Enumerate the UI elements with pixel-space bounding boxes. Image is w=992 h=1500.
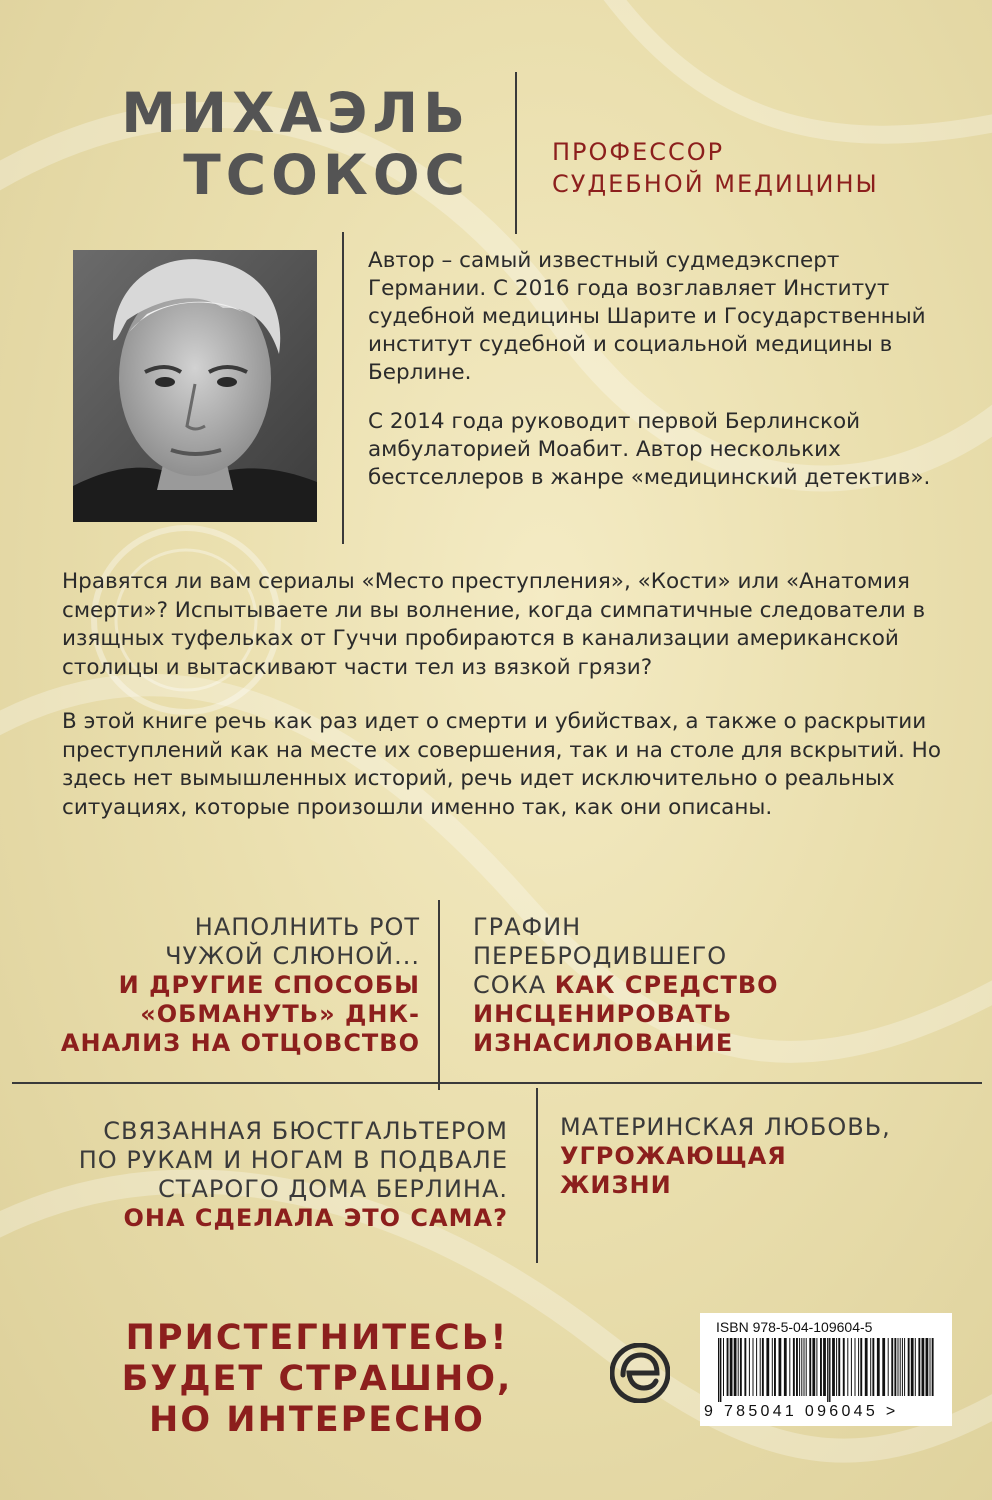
author-title [552, 136, 879, 200]
barcode-bar [820, 1338, 822, 1396]
barcode-bar [774, 1338, 776, 1396]
header-divider [515, 72, 517, 234]
barcode-bar [730, 1338, 733, 1396]
barcode-bar [756, 1338, 757, 1396]
barcode-bar [804, 1338, 805, 1396]
barcode-bar [734, 1338, 737, 1396]
barcode-bar [832, 1338, 835, 1396]
slogan-line2: БУДЕТ СТРАШНО, [121, 1359, 513, 1399]
teaser4-line2: УГРОЖАЮЩАЯ [560, 1142, 787, 1170]
slogan [100, 1318, 534, 1441]
barcode-bar [902, 1338, 903, 1396]
barcode-bar [898, 1338, 899, 1396]
teaser-divider-horizontal [12, 1082, 982, 1084]
description-paragraph-1: Нравятся ли вам сериалы «Место преступления», «Кости» или «Анатомия смерти»? Испытываете ли вы волнение, когда симпатичные следователи в изящных туфельках от Гуччи пробираются в канализации американской столицы и вытаскивают части тел из вязкой грязи? [62, 569, 926, 680]
author-name [70, 82, 470, 206]
teaser-dna-test [40, 913, 420, 1058]
barcode-bar [930, 1338, 931, 1396]
teaser3-line4: ОНА СДЕЛАЛА ЭТО САМА? [123, 1204, 508, 1232]
teaser3-line2: ПО РУКАМ И НОГАМ В ПОДВАЛЕ [78, 1146, 508, 1174]
teaser1-line4: «ОБМАНУТЬ» ДНК- [140, 1000, 420, 1028]
book-description [62, 568, 942, 848]
slogan-line1: ПРИСТЕГНИТЕСЬ! [125, 1318, 509, 1358]
teaser1-line2: ЧУЖОЙ СЛЮНОЙ... [165, 942, 420, 970]
barcode-bar [865, 1338, 868, 1396]
barcode-digits: 9 785041 096045 > [704, 1403, 899, 1420]
barcode-bar [918, 1338, 920, 1396]
barcode-bar [727, 1338, 729, 1396]
bio-divider [342, 232, 344, 544]
teaser1-line5: АНАЛИЗ НА ОТЦОВСТВО [60, 1029, 420, 1057]
barcode-bar [806, 1338, 807, 1396]
barcode-guard-bar [829, 1338, 830, 1402]
barcode-bar [908, 1338, 910, 1396]
barcode-bar [812, 1338, 815, 1396]
barcode-bar [744, 1338, 746, 1396]
description-paragraph-2: В этой книге речь как раз идет о смерти и убийствах, а также о раскрытии преступлений как на месте их совершения, так и на столе для вскрытий. Но здесь нет вымышленных историй, речь идет исключительно о реальных ситуациях, которые произошли именно так, как они описаны. [62, 709, 941, 820]
barcode-bar [838, 1338, 840, 1396]
barcode-bar [932, 1338, 934, 1396]
author-name-line1: МИХАЭЛЬ [121, 81, 470, 145]
barcode-bar [762, 1338, 764, 1396]
barcode-bar [836, 1338, 837, 1396]
barcode-bar [801, 1338, 802, 1396]
barcode-bar [858, 1338, 859, 1396]
teaser3-line1: СВЯЗАННАЯ БЮСТГАЛЬТЕРОМ [103, 1117, 508, 1145]
barcode-bar [738, 1338, 739, 1396]
barcode-bar [877, 1338, 880, 1396]
author-title-line1: ПРОФЕССОР [552, 138, 725, 166]
barcode-bar [872, 1338, 874, 1396]
teaser-divider-lower [536, 1088, 538, 1263]
barcode-bar [809, 1338, 811, 1396]
barcode-bar [882, 1338, 885, 1396]
barcode-bar [793, 1338, 795, 1396]
teaser2-line5: ИЗНАСИЛОВАНИЕ [473, 1029, 734, 1057]
barcode-bar [926, 1338, 929, 1396]
author-name-line2: ТСОКОС [183, 143, 470, 207]
barcode-bars [716, 1338, 940, 1402]
barcode-bar [796, 1338, 798, 1396]
teaser4-line1: МАТЕРИНСКАЯ ЛЮБОВЬ, [560, 1113, 891, 1141]
teaser2-line3-red: КАК СРЕДСТВО [554, 971, 779, 999]
teaser-berlin-basement [40, 1117, 508, 1233]
barcode-bar [772, 1338, 773, 1396]
barcode-bar [911, 1338, 914, 1396]
barcode-bar [779, 1338, 782, 1396]
author-bio [368, 247, 948, 513]
author-photo [73, 250, 317, 522]
barcode-bar [891, 1338, 893, 1396]
barcode-bar [843, 1338, 845, 1396]
bio-paragraph-1: Автор – самый известный судмедэксперт Германии. С 2016 года возглавляет Институт судебной медицины Шарите и Государственный институт судебной и социальной медицины в Берлине. [368, 248, 926, 385]
teaser4-line3: ЖИЗНИ [560, 1171, 672, 1199]
barcode-bar [870, 1338, 871, 1396]
barcode-bar [760, 1338, 761, 1396]
teaser-mother-love [560, 1113, 960, 1200]
teaser2-line1: ГРАФИН [473, 913, 582, 941]
teaser2-line4: ИНСЦЕНИРОВАТЬ [473, 1000, 733, 1028]
barcode-bar [847, 1338, 848, 1396]
barcode-bar [904, 1338, 905, 1396]
slogan-line3: НО ИНТЕРЕСНО [149, 1400, 485, 1440]
teaser2-line3 [473, 971, 873, 1000]
barcode-bar [855, 1338, 856, 1396]
barcode-bar [816, 1338, 817, 1396]
teaser3-line3: СТАРОГО ДОМА БЕРЛИНА. [158, 1175, 508, 1203]
barcode-guard-bar [718, 1338, 719, 1402]
barcode-bar [823, 1338, 826, 1396]
isbn-label: ISBN 978-5-04-109604-5 [716, 1319, 873, 1335]
barcode-bar [851, 1338, 852, 1396]
teaser2-line2: ПЕРЕБРОДИВШЕГО [473, 942, 728, 970]
barcode-bar [766, 1338, 769, 1396]
teaser1-line3: И ДРУГИЕ СПОСОБЫ [118, 971, 420, 999]
barcode-bar [922, 1338, 925, 1396]
barcode-bar [900, 1338, 901, 1396]
barcode-bar [784, 1338, 787, 1396]
barcode-bar [753, 1338, 754, 1396]
barcode-bar [915, 1338, 916, 1396]
barcode-bar [799, 1338, 800, 1396]
teaser2-line3-plain: СОКА [473, 971, 555, 999]
teaser-juice-decanter [473, 913, 873, 1058]
barcode-bar [888, 1338, 889, 1396]
teaser1-line1: НАПОЛНИТЬ РОТ [194, 913, 420, 941]
teaser-divider-upper [438, 900, 440, 1090]
barcode-bar [740, 1338, 742, 1396]
publisher-logo-icon [610, 1343, 670, 1403]
author-title-line2: СУДЕБНОЙ МЕДИЦИНЫ [552, 170, 879, 198]
barcode-bar [789, 1338, 790, 1396]
barcode-guard-bar [827, 1338, 828, 1402]
barcode-bar [894, 1338, 896, 1396]
barcode-bar [749, 1338, 750, 1396]
barcode-bar [723, 1338, 724, 1396]
bio-paragraph-2: С 2014 года руководит первой Берлинской амбулаторией Моабит. Автор нескольких бестселлеров в жанре «медицинский детектив». [368, 409, 931, 490]
barcode-guard-bar [720, 1338, 721, 1402]
barcode-bar [860, 1338, 862, 1396]
